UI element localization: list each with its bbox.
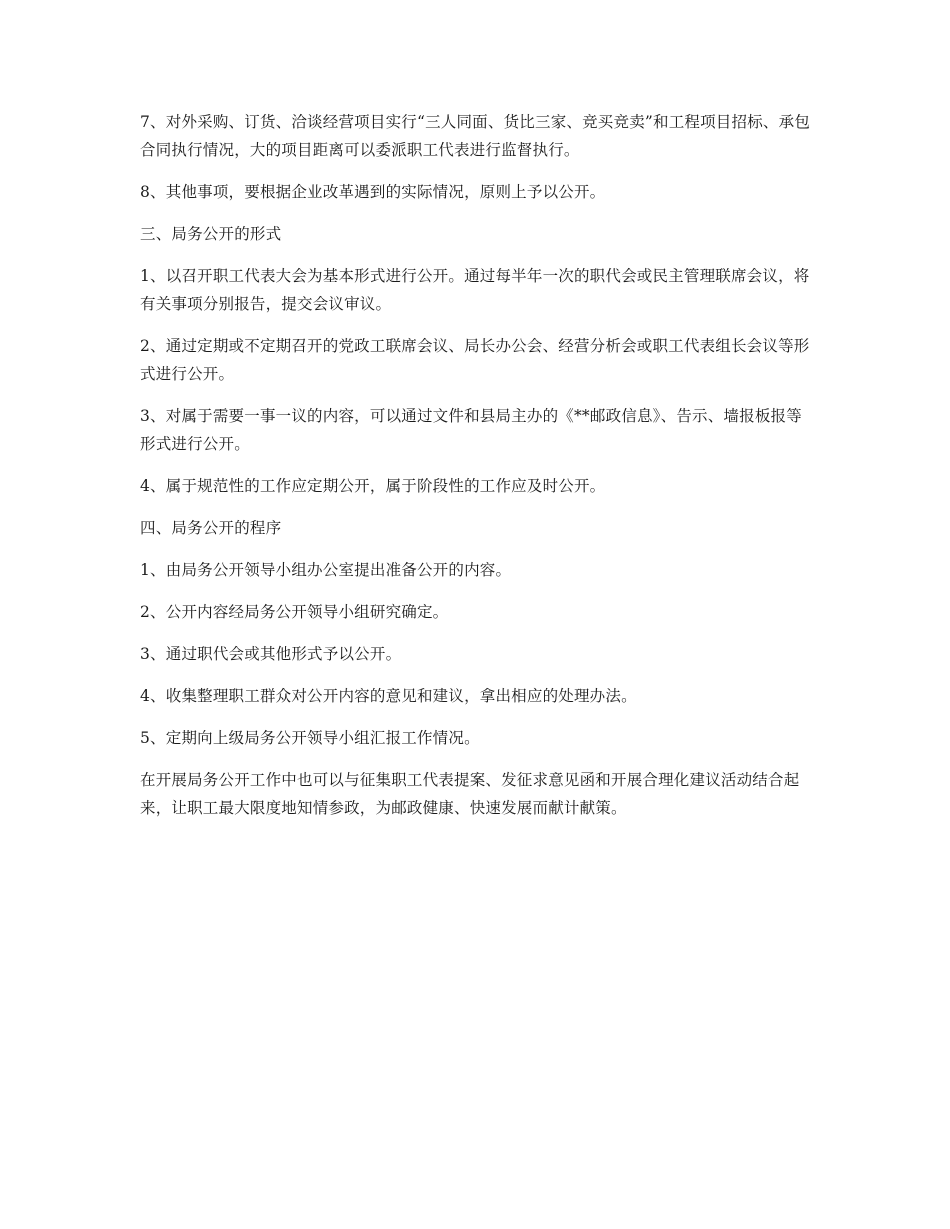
paragraph-form-4: 4、属于规范性的工作应定期公开，属于阶段性的工作应及时公开。 (140, 477, 606, 495)
paragraph-item-8-other-matters: 8、其他事项，要根据企业改革遇到的实际情况，原则上予以公开。 (140, 183, 606, 201)
paragraph-form-2: 2、通过定期或不定期召开的党政工联席会议、局长办公会、经营分析会或职工代表组长会议等形式进行公开。 (140, 337, 810, 383)
document-body (140, 108, 812, 836)
section-heading-disclosure-forms: 三、局务公开的形式 (140, 225, 282, 243)
paragraph-procedure-5: 5、定期向上级局务公开领导小组汇报工作情况。 (140, 729, 480, 747)
paragraph-item-7-purchasing: 7、对外采购、订货、洽谈经营项目实行“三人同面、货比三家、竞买竞卖”和工程项目招标、承包合同执行情况，大的项目距离可以委派职工代表进行监督执行。 (140, 113, 811, 159)
paragraph-procedure-3: 3、通过职代会或其他形式予以公开。 (140, 645, 402, 663)
paragraph-procedure-1: 1、由局务公开领导小组办公室提出准备公开的内容。 (140, 561, 512, 579)
paragraph-procedure-2: 2、公开内容经局务公开领导小组研究确定。 (140, 603, 449, 621)
section-heading-disclosure-procedure: 四、局务公开的程序 (140, 519, 282, 537)
paragraph-closing: 在开展局务公开工作中也可以与征集职工代表提案、发征求意见函和开展合理化建议活动结合起来，让职工最大限度地知情参政，为邮政健康、快速发展而献计献策。 (140, 771, 800, 817)
paragraph-form-1: 1、以召开职工代表大会为基本形式进行公开。通过每半年一次的职代会或民主管理联席会议，将有关事项分别报告，提交会议审议。 (140, 267, 810, 313)
paragraph-form-3: 3、对属于需要一事一议的内容，可以通过文件和县局主办的《**邮政信息》、告示、墙报板报等形式进行公开。 (140, 407, 802, 453)
paragraph-procedure-4: 4、收集整理职工群众对公开内容的意见和建议，拿出相应的处理办法。 (140, 687, 637, 705)
